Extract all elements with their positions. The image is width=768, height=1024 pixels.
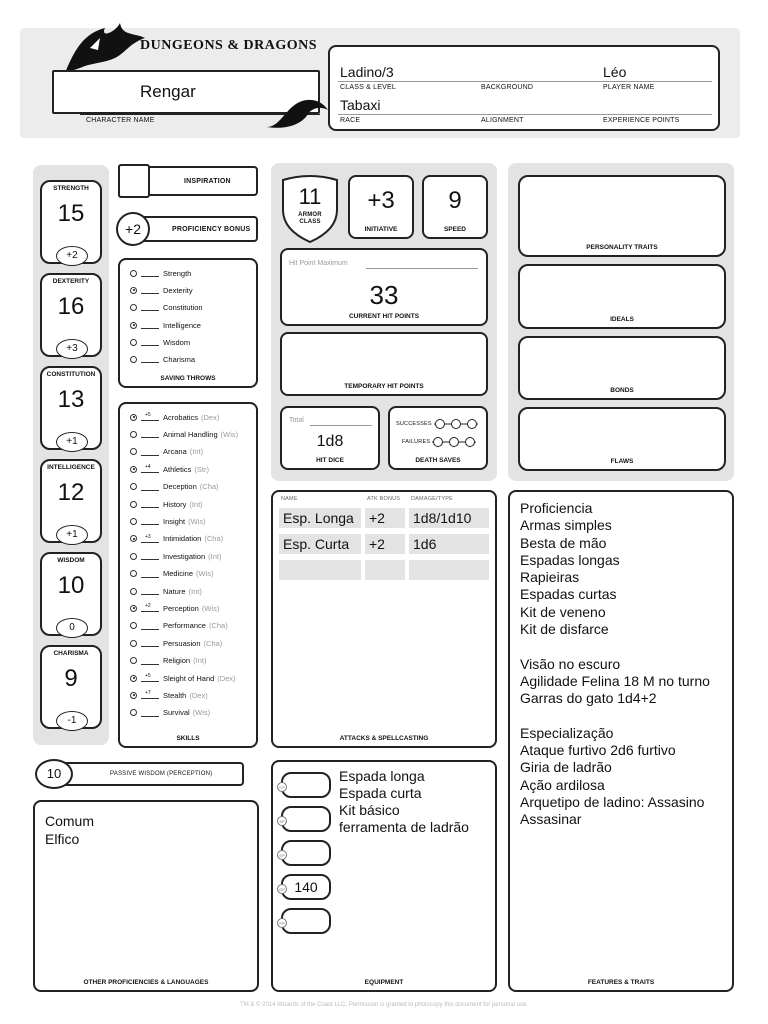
armor-class-label: ARMOR CLASS (298, 212, 322, 225)
proficiency-radio[interactable] (130, 270, 137, 277)
language-line: Elfico (45, 831, 80, 847)
attack-name-cell[interactable]: Esp. Curta (279, 534, 361, 554)
saving-throw-row[interactable] (130, 300, 203, 314)
speed-value[interactable]: 9 (448, 187, 462, 214)
skill-name: Intimidation (163, 534, 202, 544)
attack-bonus-cell[interactable]: +2 (365, 534, 405, 554)
dragon-logo-icon (60, 18, 150, 78)
temp-hp-box (280, 332, 488, 396)
ability-score[interactable]: 15 (57, 200, 85, 227)
initiative-value[interactable]: +3 (367, 187, 395, 214)
alignment-label: ALIGNMENT (481, 117, 524, 124)
ability-score[interactable]: 10 (57, 572, 85, 599)
personality-traits-label: PERSONALITY TRAITS (586, 244, 658, 251)
skill-row[interactable] (130, 671, 236, 685)
attack-header-bonus: ATK BONUS (367, 496, 401, 502)
skill-name: Nature (163, 586, 186, 596)
skill-bonus-line (141, 430, 159, 438)
skill-name: Athletics (163, 464, 192, 474)
ideals-label: IDEALS (610, 316, 634, 323)
skill-bonus-line (141, 709, 159, 717)
equipment-label: EQUIPMENT (364, 979, 404, 986)
skill-name: Religion (163, 656, 191, 666)
feature-line (520, 708, 710, 725)
skill-bonus-line (141, 552, 159, 560)
saving-throw-name: Charisma (163, 354, 196, 364)
coin-tag: SP (277, 816, 287, 826)
race-label: RACE (340, 117, 361, 124)
skill-ability: (Int) (193, 656, 207, 666)
passive-wisdom-box (48, 762, 244, 786)
skill-row[interactable] (130, 601, 219, 615)
ability-name: STRENGTH (53, 185, 89, 192)
skills-label: SKILLS (176, 735, 200, 742)
ability-dexterity (40, 273, 102, 357)
character-name-label: CHARACTER NAME (86, 117, 155, 124)
skill-ability: (Int) (189, 447, 204, 457)
skill-row[interactable] (130, 549, 221, 563)
skill-ability: (Dex) (217, 673, 236, 683)
coin-value: 140 (294, 879, 318, 895)
current-hp-value[interactable]: 33 (369, 280, 399, 310)
proficiency-radio[interactable] (130, 657, 137, 664)
skill-row[interactable] (130, 706, 210, 720)
xp-label: EXPERIENCE POINTS (603, 117, 680, 124)
skill-bonus-line (141, 483, 159, 491)
language-line: Comum (45, 813, 95, 829)
ability-modifier[interactable]: 0 (56, 618, 88, 638)
proficiency-radio[interactable] (130, 431, 137, 438)
failures-label: FAILURES (402, 439, 431, 445)
ability-modifier[interactable]: -1 (56, 711, 88, 731)
equipment-line: Kit básico (339, 802, 400, 818)
saving-throw-name: Strength (163, 268, 192, 278)
saving-throw-row[interactable] (130, 283, 193, 297)
skill-ability: (Dex) (189, 690, 208, 700)
details-line-2 (338, 114, 712, 115)
hit-dice-box (280, 406, 380, 470)
skill-name: Performance (163, 621, 206, 631)
skill-bonus-line (141, 691, 159, 699)
coin-ep[interactable] (281, 840, 331, 866)
coin-cp[interactable] (281, 772, 331, 798)
proficiency-radio[interactable] (130, 356, 137, 363)
features-box (508, 490, 734, 992)
attacks-box (271, 490, 497, 748)
skill-bonus-value[interactable]: +3 (145, 533, 151, 540)
skill-bonus-line (141, 639, 159, 647)
ability-constitution (40, 366, 102, 450)
proficiency-radio[interactable] (130, 304, 137, 311)
feature-line: Ataque furtivo 2d6 furtivo (520, 742, 676, 759)
flaws-box[interactable] (518, 407, 726, 471)
skill-row[interactable] (130, 445, 203, 459)
feature-line: Kit de disfarce (520, 621, 609, 638)
features-text[interactable] (520, 500, 710, 829)
skill-row[interactable] (130, 410, 219, 424)
skill-row[interactable] (130, 636, 222, 650)
coin-tag: CP (277, 782, 287, 792)
ability-score[interactable]: 9 (64, 665, 78, 692)
inspiration-box (118, 166, 258, 196)
current-hp-box (280, 248, 488, 326)
proficiency-radio[interactable] (130, 692, 137, 699)
skill-name: Deception (163, 482, 197, 492)
equipment-line: ferramenta de ladrão (339, 819, 469, 835)
skill-row[interactable] (130, 567, 214, 581)
skill-bonus-line (141, 448, 159, 456)
armor-class-value[interactable]: 11 (298, 184, 322, 209)
skill-row[interactable] (130, 688, 208, 702)
skill-ability: (Wis) (201, 603, 220, 613)
proficiency-radio[interactable] (130, 622, 137, 629)
skill-bonus-value[interactable]: +4 (145, 464, 151, 471)
skill-ability: (Dex) (201, 412, 220, 422)
skill-bonus-line (141, 570, 159, 578)
attack-header-name: NAME (281, 496, 298, 502)
saving-throw-name: Constitution (163, 302, 203, 312)
feature-line: Visão no escuro (520, 655, 621, 672)
attack-damage-cell[interactable]: 1d6 (409, 534, 489, 554)
skill-bonus-line (141, 517, 159, 525)
saving-throw-name: Intelligence (163, 320, 201, 330)
ability-score[interactable]: 13 (57, 386, 85, 413)
saving-throw-row[interactable] (130, 352, 195, 366)
ability-name: CONSTITUTION (46, 371, 96, 378)
proficiency-value[interactable]: +2 (116, 212, 150, 246)
languages-text[interactable] (45, 812, 94, 848)
saving-throws-box (118, 258, 258, 388)
proficiency-radio[interactable] (130, 339, 137, 346)
hp-max-label: Hit Point Maximum (289, 260, 348, 267)
attack-header-damage: DAMAGE/TYPE (411, 496, 453, 502)
skill-bonus-value[interactable]: +7 (145, 690, 151, 697)
skill-bonus-line (141, 657, 159, 665)
proficiency-radio[interactable] (130, 448, 137, 455)
saving-throw-name: Wisdom (163, 337, 191, 347)
proficiency-radio[interactable] (130, 518, 137, 525)
feature-line: Espadas longas (520, 551, 620, 568)
class-level-label: CLASS & LEVEL (340, 84, 396, 91)
skill-ability: (Wis) (188, 516, 206, 526)
proficiency-radio[interactable] (130, 535, 137, 542)
ability-intelligence (40, 459, 102, 543)
skill-bonus-line (141, 622, 159, 630)
skill-name: Investigation (163, 551, 206, 561)
saving-throw-row[interactable] (130, 335, 190, 349)
skill-bonus-value[interactable]: +5 (145, 412, 151, 418)
skill-bonus-value[interactable]: +5 (145, 673, 151, 679)
skill-row[interactable] (130, 654, 206, 668)
bonds-label: BONDS (610, 387, 634, 394)
skill-row[interactable] (130, 619, 228, 633)
player-name-label: PLAYER NAME (603, 84, 655, 91)
skill-name: Insight (163, 516, 186, 526)
ability-name: DEXTERITY (52, 278, 90, 285)
proficiency-radio[interactable] (130, 709, 137, 716)
skill-row[interactable] (130, 514, 206, 528)
skill-bonus-line (141, 500, 159, 508)
logo-text: DUNGEONS & DRAGONS (140, 38, 318, 53)
skill-bonus-line (141, 413, 159, 421)
coin-tag: EP (277, 850, 287, 860)
skill-bonus-line (141, 674, 159, 682)
coin-pp[interactable] (281, 908, 331, 934)
hit-dice-value[interactable]: 1d8 (316, 433, 344, 450)
proficiency-radio[interactable] (130, 675, 137, 682)
proficiency-radio[interactable] (130, 570, 137, 577)
feature-line: Giria de ladrão (520, 759, 612, 776)
feature-line: Kit de veneno (520, 603, 606, 620)
saving-throws-label: SAVING THROWS (160, 375, 216, 382)
attack-name-cell[interactable]: Esp. Longa (279, 508, 361, 528)
skills-box (118, 402, 258, 748)
skill-name: Arcana (163, 447, 187, 457)
saving-throw-name: Dexterity (163, 285, 193, 295)
speed-box (422, 175, 488, 239)
hit-dice-total-label: Total (289, 417, 304, 424)
ability-modifier[interactable]: +2 (56, 246, 88, 266)
proficiency-radio[interactable] (130, 483, 137, 490)
proficiency-label: PROFICIENCY BONUS (172, 226, 251, 233)
inspiration-label: INSPIRATION (184, 178, 231, 185)
ability-score[interactable]: 16 (57, 293, 85, 320)
languages-box (33, 800, 259, 992)
feature-line: Garras do gato 1d4+2 (520, 690, 657, 707)
coin-sp[interactable] (281, 806, 331, 832)
feature-line (520, 638, 710, 655)
feature-line: Arquetipo de ladino: Assasino (520, 794, 705, 811)
ability-wisdom (40, 552, 102, 636)
skill-ability: (Wis) (192, 708, 211, 718)
ability-name: CHARISMA (53, 650, 89, 657)
proficiency-radio[interactable] (130, 588, 137, 595)
skill-ability: (Cha) (203, 638, 223, 648)
ability-modifier[interactable]: +1 (56, 432, 88, 452)
death-saves-failures-row (402, 436, 476, 448)
skill-row[interactable] (130, 462, 209, 476)
footer-copyright: TM & © 2014 Wizards of the Coast LLC. Permission is granted to photocopy this document for personal use. (240, 1002, 528, 1008)
background-label: BACKGROUND (481, 84, 534, 91)
skill-row[interactable] (130, 427, 238, 441)
feature-line: Assasinar (520, 811, 582, 828)
coin-gp[interactable] (281, 874, 331, 900)
class-level-value[interactable]: Ladino/3 (340, 64, 394, 80)
attack-name-cell[interactable] (279, 560, 361, 580)
skill-name: Perception (163, 603, 199, 613)
speed-label: SPEED (443, 226, 467, 233)
attack-damage-cell[interactable]: 1d8/1d10 (409, 508, 489, 528)
attacks-label: ATTACKS & SPELLCASTING (339, 735, 429, 742)
passive-wisdom-label: PASSIVE WISDOM (PERCEPTION) (110, 771, 213, 777)
proficiency-radio[interactable] (130, 501, 137, 508)
skill-name: Sleight of Hand (163, 673, 215, 683)
skill-name: Survival (163, 708, 190, 718)
feature-line: Armas simples (520, 517, 612, 534)
proficiency-radio[interactable] (130, 466, 137, 473)
scroll-swirl-icon (262, 92, 332, 132)
temp-hp-label: TEMPORARY HIT POINTS (344, 383, 424, 390)
saving-throw-row[interactable] (130, 318, 201, 332)
feature-line: Espadas curtas (520, 586, 617, 603)
coin-tag: PP (277, 918, 287, 928)
equipment-text[interactable] (339, 768, 469, 836)
current-hp-label: CURRENT HIT POINTS (348, 313, 420, 320)
initiative-box (348, 175, 414, 239)
attack-bonus-cell[interactable]: +2 (365, 508, 405, 528)
equipment-line: Espada curta (339, 785, 422, 801)
proficiency-radio[interactable] (130, 414, 137, 421)
proficiency-radio[interactable] (130, 322, 137, 329)
skill-bonus-line (141, 587, 159, 595)
hit-dice-label: HIT DICE (316, 457, 344, 464)
proficiency-radio[interactable] (130, 640, 137, 647)
bonds-box[interactable] (518, 336, 726, 400)
skill-ability: (Int) (208, 551, 222, 561)
languages-label: OTHER PROFICIENCIES & LANGUAGES (83, 979, 209, 986)
successes-circles-icon[interactable] (434, 418, 478, 430)
skill-row[interactable] (130, 532, 223, 546)
ability-modifier[interactable]: +3 (56, 339, 88, 359)
ability-modifier[interactable]: +1 (56, 525, 88, 545)
skill-ability: (Int) (188, 586, 202, 596)
feature-line: Proficiencia (520, 500, 593, 516)
feature-line: Agilidade Felina 18 M no turno (520, 672, 710, 689)
feature-line: Besta de mão (520, 534, 607, 551)
skill-row[interactable] (130, 584, 202, 598)
ability-score[interactable]: 12 (57, 479, 85, 506)
attack-bonus-cell[interactable] (365, 560, 405, 580)
skill-ability: (Cha) (208, 621, 228, 631)
attack-damage-cell[interactable] (409, 560, 489, 580)
hp-max-line (366, 268, 478, 269)
skill-name: Medicine (163, 569, 194, 579)
inspiration-checkbox[interactable] (118, 164, 150, 198)
ability-charisma (40, 645, 102, 729)
player-name-value[interactable]: Léo (603, 64, 627, 80)
death-saves-label: DEATH SAVES (415, 457, 461, 464)
skill-ability: (Wis) (196, 569, 214, 579)
skill-ability: (Cha) (204, 534, 224, 544)
successes-label: SUCCESSES (396, 421, 432, 427)
failures-circles-icon[interactable] (432, 436, 476, 448)
skill-bonus-line (141, 465, 159, 473)
skill-ability: (Int) (189, 499, 203, 509)
race-value[interactable]: Tabaxi (340, 97, 381, 113)
details-line-1 (338, 81, 712, 82)
skill-name: Persuasion (163, 638, 201, 648)
skill-row[interactable] (130, 480, 219, 494)
features-label: FEATURES & TRAITS (587, 979, 655, 986)
ideals-box[interactable] (518, 264, 726, 329)
feature-line: Ação ardilosa (520, 776, 605, 793)
feature-line: Rapieiras (520, 569, 580, 586)
equipment-box (271, 760, 497, 992)
character-name-value[interactable]: Rengar (140, 82, 196, 101)
skill-ability: (Cha) (199, 482, 219, 492)
flaws-label: FLAWS (610, 458, 634, 465)
equipment-line: Espada longa (339, 768, 425, 784)
skill-ability: (Wis) (220, 429, 239, 439)
skill-bonus-value[interactable]: +2 (145, 603, 151, 610)
ability-name: WISDOM (57, 557, 85, 564)
passive-wisdom-value[interactable]: 10 (35, 759, 73, 789)
ability-name: INTELLIGENCE (47, 464, 95, 471)
coin-tag: GP (277, 884, 287, 894)
death-saves-successes-row (396, 418, 478, 430)
skill-name: Acrobatics (163, 412, 199, 422)
proficiency-radio[interactable] (130, 553, 137, 560)
skill-row[interactable] (130, 497, 203, 511)
feature-line: Especialização (520, 724, 614, 741)
skill-bonus-line (141, 604, 159, 612)
ability-strength (40, 180, 102, 264)
saving-throw-row[interactable] (130, 266, 191, 280)
skill-ability: (Str) (194, 464, 209, 474)
hit-dice-total-line (310, 425, 372, 426)
personality-traits-box[interactable] (518, 175, 726, 257)
skill-name: History (163, 499, 187, 509)
skill-bonus-line (141, 535, 159, 543)
proficiency-radio[interactable] (130, 287, 137, 294)
initiative-label: INITIATIVE (364, 226, 398, 233)
skill-name: Stealth (163, 690, 187, 700)
skill-name: Animal Handling (163, 429, 218, 439)
proficiency-radio[interactable] (130, 605, 137, 612)
death-saves-box (388, 406, 488, 470)
